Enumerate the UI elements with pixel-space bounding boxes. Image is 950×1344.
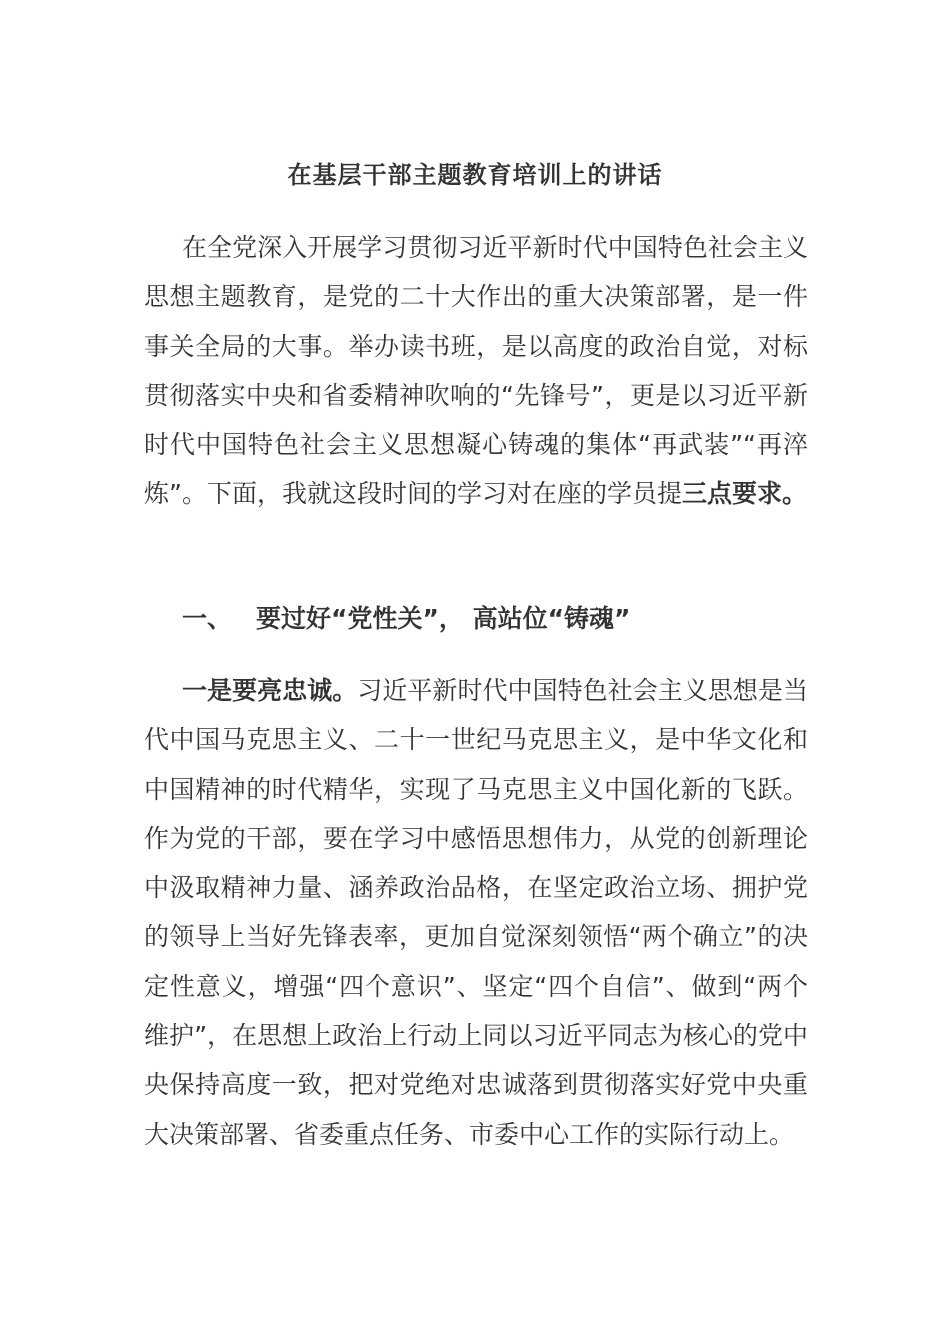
point-1-paragraph <box>144 666 808 1159</box>
intro-paragraph <box>144 223 808 519</box>
section-heading-text: 要过好“党性关”， 高站位“铸魂” <box>256 604 631 633</box>
section-heading-1 <box>144 594 808 643</box>
point-1-lead: 一是要亮忠诚。 <box>182 676 358 705</box>
point-1-text: 习近平新时代中国特色社会主义思想是当代中国马克思主义、二十一世纪马克思主义，是中华文化和中国精神的时代精华，实现了马克思主义中国化新的飞跃。作为党的干部，要在学习中感悟思想伟力，从党的创新理论中汲取精神力量、涵养政治品格，在坚定政治立场、拥护党的领导上当好先锋表率，更加自觉深刻领悟“两个确立”的决定性意义，增强“四个意识”、坚定“四个自信”、做到“两个维护”，在思想上政治上行动上同以习近平同志为核心的党中央保持高度一致，把对党绝对忠诚落到贯彻落实好党中央重大决策部署、省委重点任务、市委中心工作的实际行动上。 <box>144 676 808 1149</box>
intro-emphasis: 三点要求。 <box>681 479 807 509</box>
document-title: 在基层干部主题教育培训上的讲话 <box>287 161 663 189</box>
intro-text: 在全党深入开展学习贯彻习近平新时代中国特色社会主义思想主题教育，是党的二十大作出的重大决策部署，是一件事关全局的大事。举办读书班，是以高度的政治自觉，对标贯彻落实中央和省委精神吹响的“先锋号”，更是以习近平新时代中国特色社会主义思想凝心铸魂的集体“再武装”“再淬炼”。下面，我就这段时间的学习对在座的学员提 <box>144 233 808 509</box>
section-number: 一、 <box>182 604 233 633</box>
